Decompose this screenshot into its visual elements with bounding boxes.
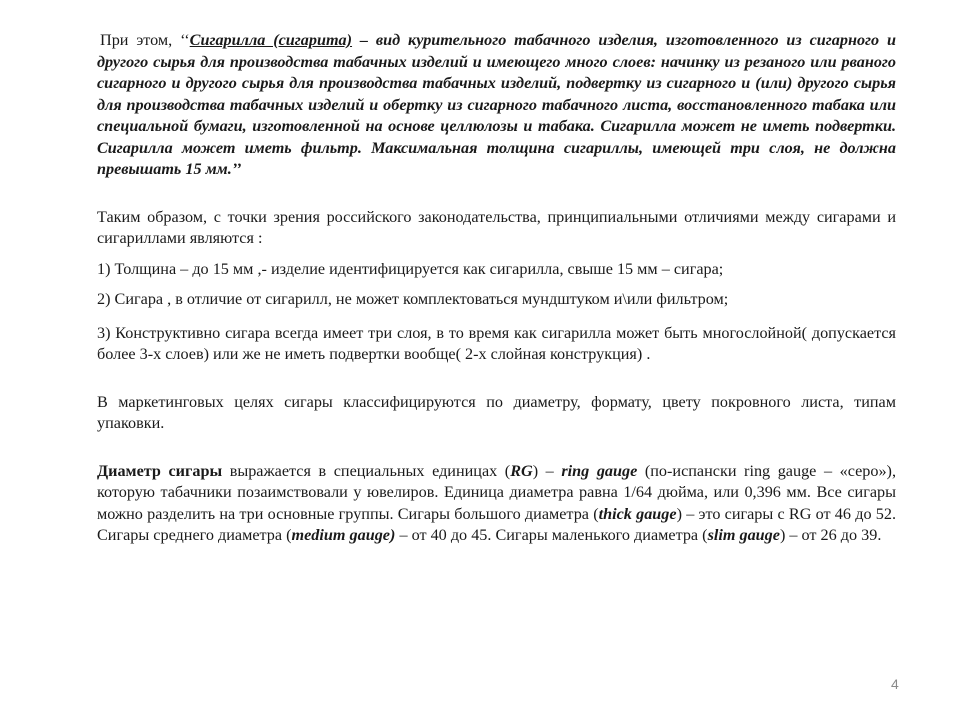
difference-item-1: 1) Толщина – до 15 мм ,- изделие идентифицируется как сигарилла, свыше 15 мм – сигара; — [97, 259, 724, 278]
difference-item-2: 2) Сигара , в отличие от сигарилл, не может комплектоваться мундштуком и\или фильтром; — [97, 290, 729, 308]
ring-gauge-term: ring gauge — [561, 461, 638, 480]
diameter-text-3: (по-испански ring gauge – «серо»), которую табачники позаимствовали у ювелиров. Единица диаметра равна 1/64 дюйма, или 0,396 мм. Все сигары можно разделить на три основные группы. Сигары большого диаметра ( — [97, 461, 896, 523]
slide-body — [97, 30, 896, 547]
difference-item-3: 3) Конструктивно сигара всегда имеет три слоя, в то время как сигарилла может быть многослойной( допускается более 3-х слоев) или же не иметь подвертки вообще( 2-х слойная конструкция) . — [97, 323, 896, 363]
page-number: 4 — [891, 676, 899, 692]
diameter-text-1: выражается в специальных единицах ( — [222, 461, 511, 480]
diameter-heading: Диаметр сигары — [97, 461, 223, 480]
diameter-text-6: ) – от 26 до 39. — [779, 526, 882, 544]
cigarillo-definition: – вид курительного табачного изделия, изготовленного из сигарного и другого сырья для производства табачных изделий и имеющего много слоев: начинку из резаного или рваного сигарного и другого сырья для производства табачных изделий, подвертку из сигарного и (или) другого сырья для производства табачных изделий и обертку из сигарного табачного листа, восстановленного табака или специальной бумаги, изготовленной на основе целлюлозы и табака. Сигарилла может не иметь подвертки. Сигарилла может иметь фильтр. Максимальная толщина сигариллы, имеющей три слоя, не должна превышать 15 мм.’’ — [97, 31, 896, 178]
diameter-paragraph — [97, 461, 896, 547]
intro-lead: При этом, ‘‘ — [100, 31, 190, 49]
diameter-text-5: – от 40 до 45. Сигары маленького диаметра ( — [395, 526, 708, 544]
differences-intro-paragraph: Таким образом, с точки зрения российского законодательства, принципиальными отличиями между сигарами и сигариллами являются : — [97, 207, 896, 247]
diameter-text-2: ) – — [532, 461, 562, 480]
thick-gauge-term: thick gauge — [598, 504, 677, 523]
slim-gauge-term: slim gauge — [707, 526, 780, 544]
marketing-paragraph: В маркетинговых целях сигары классифицируются по диаметру, формату, цвету покровного листа, типам упаковки. — [97, 392, 896, 432]
cigarillo-definition-paragraph — [97, 30, 896, 181]
medium-gauge-term: medium gauge) — [291, 526, 396, 544]
rg-term: RG — [510, 461, 533, 480]
cigarillo-term: Сигарилла (сигарита) — [189, 31, 353, 49]
diameter-text-4: ) – это сигары с RG от 46 до 52. Сигары среднего диаметра ( — [97, 504, 896, 544]
